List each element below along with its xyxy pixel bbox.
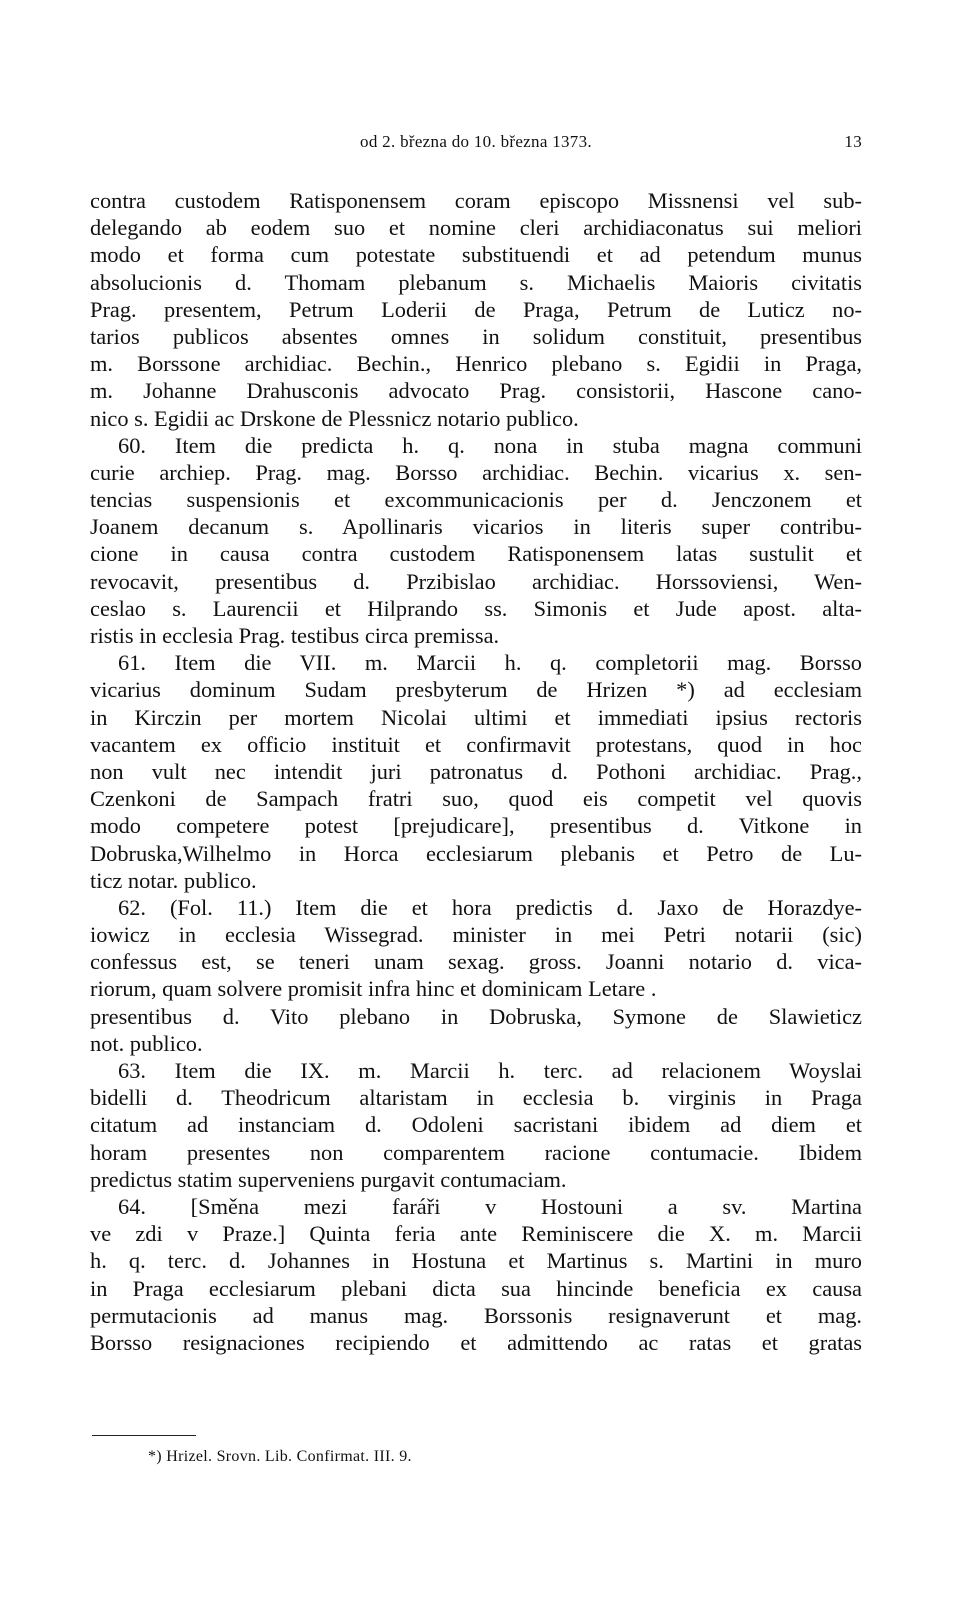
text-line: not. publico. xyxy=(90,1030,203,1056)
text-line: tarios publicos absentes omnes in solidum constituit, presentibus xyxy=(90,323,862,349)
body-text xyxy=(90,187,862,1356)
text-line: citatum ad instanciam d. Odoleni sacristani ibidem ad diem et xyxy=(90,1112,862,1138)
text-line: ve zdi v Praze.] Quinta feria ante Reminiscere die X. m. Marcii xyxy=(90,1221,862,1247)
text-line: delegando ab eodem suo et nomine cleri archidiaconatus sui meliori xyxy=(90,215,862,241)
entry-62-start: 62. (Fol. 11.) Item die et hora predictis d. Jaxo de Horazdye- xyxy=(118,894,862,920)
footnote-rule xyxy=(92,1435,196,1436)
text-line: Dobruska,Wilhelmo in Horca ecclesiarum plebanis et Petro de Lu- xyxy=(90,840,862,866)
text-line: permutacionis ad manus mag. Borssonis resignaverunt et mag. xyxy=(90,1302,862,1328)
entry-60-start: 60. Item die predicta h. q. nona in stuba magna communi xyxy=(118,432,862,458)
text-line: absolucionis d. Thomam plebanum s. Michaelis Maioris civitatis xyxy=(90,269,862,295)
running-head: od 2. března do 10. března 1373. xyxy=(360,132,592,151)
text-line: cione in causa contra custodem Ratisponensem latas sustulit et xyxy=(90,541,862,567)
text-line: vacantem ex officio instituit et confirmavit protestans, quod in hoc xyxy=(90,731,862,757)
footnote: *) Hrizel. Srovn. Lib. Confirmat. III. 9. xyxy=(148,1448,412,1465)
text-line: h. q. terc. d. Johannes in Hostuna et Martinus s. Martini in muro xyxy=(90,1248,862,1274)
text-line: riorum, quam solvere promisit infra hinc et dominicam Letare . xyxy=(90,976,657,1002)
text-line: modo competere potest [prejudicare], presentibus d. Vitkone in xyxy=(90,813,862,839)
text-line: Joanem decanum s. Apollinaris vicarios in literis super contribu- xyxy=(90,514,862,540)
text-line: ticz notar. publico. xyxy=(90,867,257,893)
text-line: m. Johanne Drahusconis advocato Prag. consistorii, Hascone cano- xyxy=(90,378,862,404)
text-line: in Praga ecclesiarum plebani dicta sua hincinde beneficia ex causa xyxy=(90,1275,862,1301)
text-line: tencias suspensionis et excommunicacionis per d. Jenczonem et xyxy=(90,487,862,513)
entry-64-start: 64. [Směna mezi faráři v Hostouni a sv. Martina xyxy=(118,1193,862,1219)
text-line: ristis in ecclesia Prag. testibus circa premissa. xyxy=(90,623,500,648)
text-line: horam presentes non comparentem racione contumacie. Ibidem xyxy=(90,1139,862,1165)
text-line: presentibus d. Vito plebano in Dobruska, Symone de Slawieticz xyxy=(90,1003,862,1029)
text-line: m. Borssone archidiac. Bechin., Henrico plebano s. Egidii in Praga, xyxy=(90,351,862,377)
text-line: curie archiep. Prag. mag. Borsso archidiac. Bechin. vicarius x. sen- xyxy=(90,459,862,485)
text-line: contra custodem Ratisponensem coram episcopo Missnensi vel sub- xyxy=(90,188,862,213)
text-line: Czenkoni de Sampach fratri suo, quod eis competit vel quovis xyxy=(90,786,862,812)
entry-61-start: 61. Item die VII. m. Marcii h. q. completorii mag. Borsso xyxy=(118,650,862,676)
text-line: iowicz in ecclesia Wissegrad. minister in mei Petri notarii (sic) xyxy=(90,922,862,948)
text-line: vicarius dominum Sudam presbyterum de Hrizen *) ad ecclesiam xyxy=(90,677,862,703)
text-line: non vult nec intendit juri patronatus d. Pothoni archidiac. Prag., xyxy=(90,758,862,784)
text-line: nico s. Egidii ac Drskone de Plessnicz notario publico. xyxy=(90,405,579,431)
entry-63-start: 63. Item die IX. m. Marcii h. terc. ad relacionem Woyslai xyxy=(118,1058,862,1083)
text-line: ceslao s. Laurencii et Hilprando ss. Simonis et Jude apost. alta- xyxy=(90,595,862,621)
text-line: modo et forma cum potestate substituendi et ad petendum munus xyxy=(90,242,862,268)
text-line: Borsso resignaciones recipiendo et admittendo ac ratas et gratas xyxy=(90,1329,862,1355)
text-line: Prag. presentem, Petrum Loderii de Praga, Petrum de Luticz no- xyxy=(90,296,862,322)
page-header xyxy=(90,132,862,156)
text-line: confessus est, se teneri unam sexag. gross. Joanni notario d. vica- xyxy=(90,949,862,975)
page-number: 13 xyxy=(844,132,862,151)
text-line: in Kirczin per mortem Nicolai ultimi et immediati ipsius rectoris xyxy=(90,704,862,730)
text-line: bidelli d. Theodricum altaristam in ecclesia b. virginis in Praga xyxy=(90,1085,862,1111)
text-line: revocavit, presentibus d. Przibislao archidiac. Horssoviensi, Wen- xyxy=(90,568,862,594)
text-line: predictus statim superveniens purgavit contumaciam. xyxy=(90,1166,567,1192)
